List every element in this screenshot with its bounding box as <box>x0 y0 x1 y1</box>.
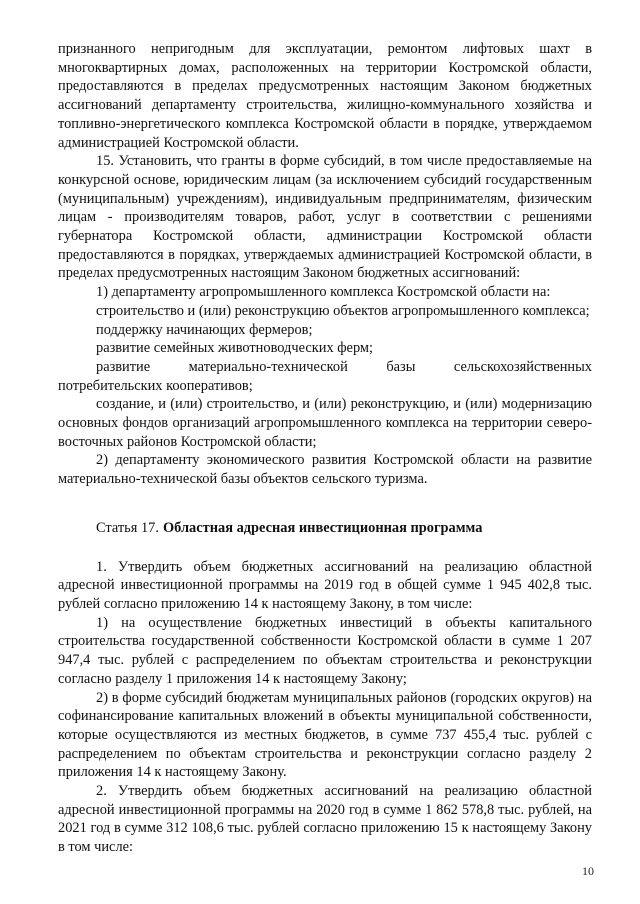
paragraph-continuation: признанного непригодным для эксплуатации, ремонтом лифтовых шахт в многоквартирных домах, расположенных на территории Костромской области, предоставляются в пределах предусмотренных настоящим Законом бюджетных ассигнований департаменту строительства, жилищно-коммунального хозяйства и топливно-энергетического комплекса Костромской области в порядке, утверждаемом администрацией Костромской области. <box>58 41 592 151</box>
paragraph-item-15: 15. Установить, что гранты в форме субсидий, в том числе предоставляемые на конкурсной основе, юридическим лицам (за исключением субсидий государственным (муниципальным) учреждениям), индивидуальным предпринимателям, физическим лицам - производителям товаров, работ, услуг в соответствии с решениями губернатора Костромской области, администрации Костромской области предоставляются в порядках, утверждаемых администрацией Костромской области, в пределах предусмотренных настоящим Законом бюджетных ассигнований: <box>58 153 592 282</box>
article-heading <box>58 519 592 538</box>
paragraph-article-item-1: 1. Утвердить объем бюджетных ассигнований на реализацию областной адресной инвестиционной программы на 2019 год в общей сумме 1 945 402,8 тыс. рублей согласно приложению 14 к настоящему Закону, в том числе: <box>58 558 592 612</box>
paragraph-list-line: создание, и (или) строительство, и (или) реконструкцию, и (или) модернизацию основных фондов организаций агропромышленного комплекса на территории северо-восточных районов Костромской области; <box>58 396 592 450</box>
paragraph-subitem-2: 2) департаменту экономического развития Костромской области на развитие материально-технической базы объектов сельского туризма. <box>58 452 592 488</box>
page-number: 10 <box>582 864 594 878</box>
paragraph-list-line: поддержку начинающих фермеров; <box>96 321 313 338</box>
paragraph-list-line: развитие материально-технической базы сельскохозяйственных потребительских кооперативов; <box>58 358 592 394</box>
article-label: Статья 17. <box>96 519 159 536</box>
paragraph-list-line: развитие семейных животноводческих ферм; <box>96 340 374 357</box>
paragraph-article-subitem-1: 1) на осуществление бюджетных инвестиций в объекты капитального строительства государственной собственности Костромской области в сумме 1 207 947,4 тыс. рублей с распределением по объектам строительства и реконструкции согласно разделу 1 приложения 14 к настоящему Закону; <box>58 614 592 687</box>
article-title: Областная адресная инвестиционная программа <box>162 519 483 536</box>
paragraph-article-subitem-2: 2) в форме субсидий бюджетам муниципальных районов (городских округов) на софинансирование капитальных вложений в объекты муниципальной собственности, которые осуществляются из местных бюджетов, в сумме 737 455,4 тыс. рублей с распределением по объектам строительства и реконструкции согласно разделу 2 приложения 14 к настоящему Закону. <box>58 689 592 781</box>
paragraph-article-item-2: 2. Утвердить объем бюджетных ассигнований на реализацию областной адресной инвестиционной программы на 2020 год в сумме 1 862 578,8 тыс. рублей, на 2021 год в сумме 312 108,6 тыс. рублей согласно приложению 15 к настоящему Закону в том числе: <box>58 783 592 856</box>
document-page <box>58 40 592 857</box>
paragraph-subitem-1: 1) департаменту агропромышленного комплекса Костромской области на: <box>96 284 551 301</box>
paragraph-list-line: строительство и (или) реконструкцию объектов агропромышленного комплекса; <box>96 302 590 319</box>
